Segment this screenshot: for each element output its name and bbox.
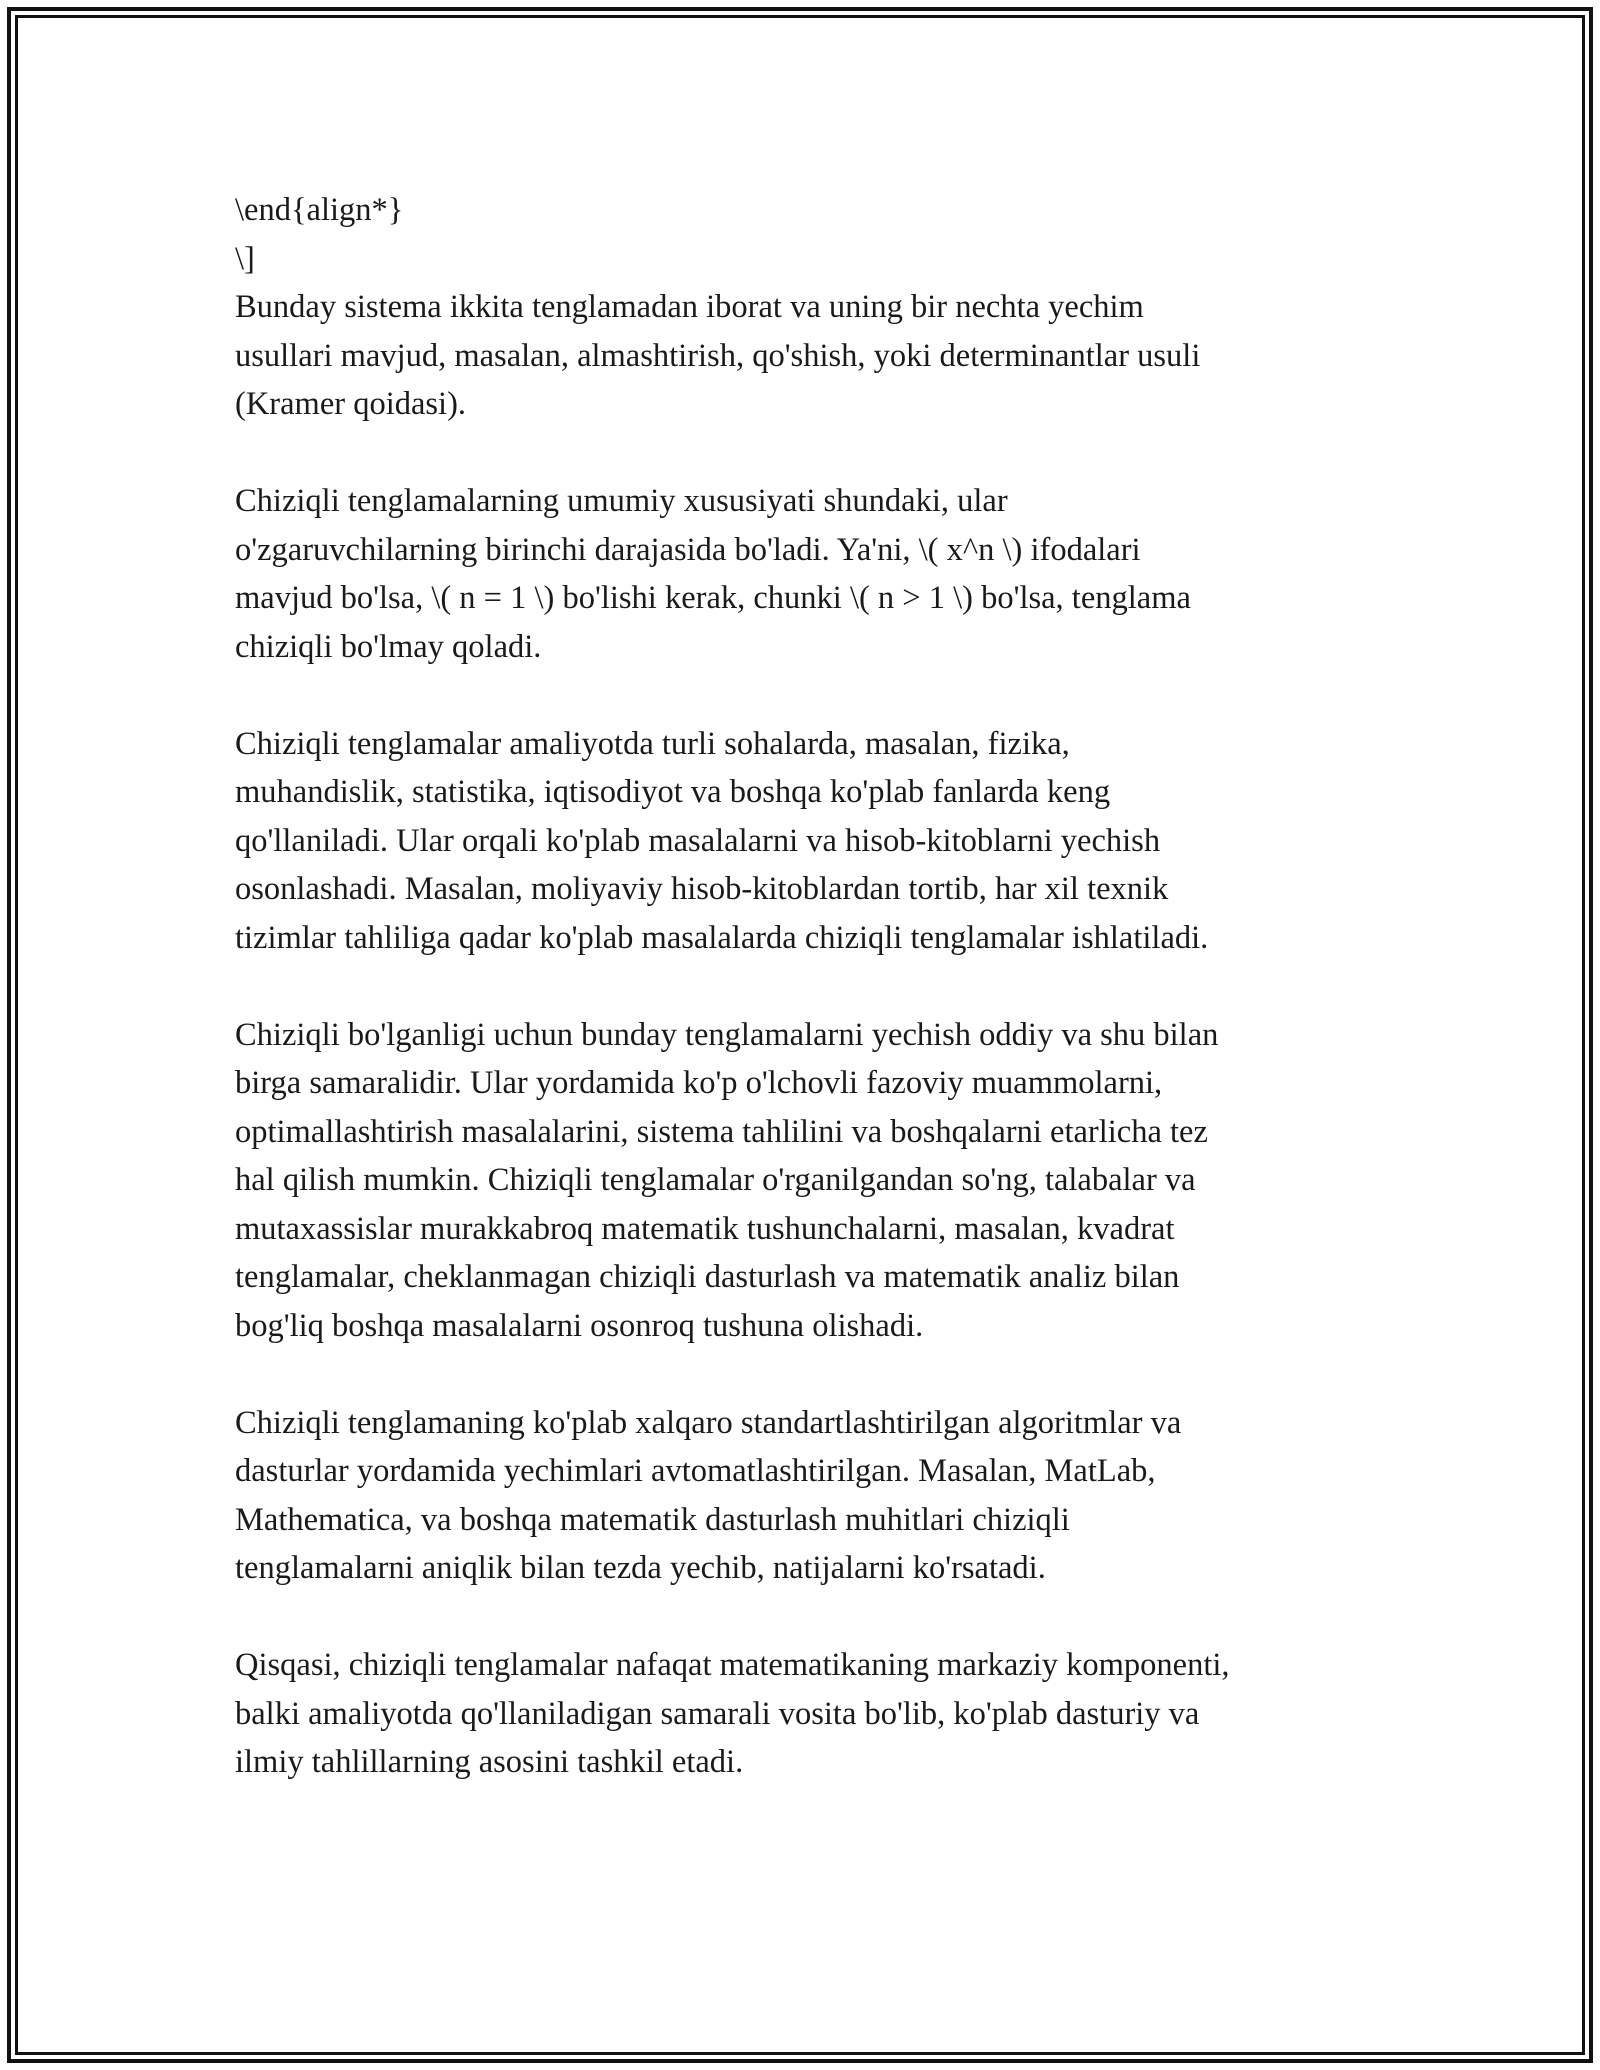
latex-line: \end{align*} bbox=[235, 192, 404, 228]
text-line: tenglamalar, cheklanmagan chiziqli dasturlash va matematik analiz bilan bbox=[235, 1259, 1180, 1295]
paragraph-solution-methods bbox=[235, 283, 1375, 429]
text-line: osonlashadi. Masalan, moliyaviy hisob-kitoblardan tortib, har xil texnik bbox=[235, 871, 1169, 907]
text-line: tenglamalarni aniqlik bilan tezda yechib, natijalarni ko'rsatadi. bbox=[235, 1550, 1046, 1586]
latex-fragment bbox=[235, 186, 1375, 283]
text-line: Chiziqli bo'lganligi uchun bunday tenglamalarni yechish oddiy va shu bilan bbox=[235, 1016, 1219, 1053]
text-line: qo'llaniladi. Ular orqali ko'plab masalalarni va hisob-kitoblarni yechish bbox=[235, 822, 1161, 859]
document-body bbox=[235, 186, 1375, 1835]
paragraph-software bbox=[235, 1399, 1375, 1593]
text-line: Qisqasi, chiziqli tenglamalar nafaqat matematikaning markaziy komponenti, bbox=[235, 1647, 1230, 1683]
text-line: Mathematica, va boshqa matematik dasturlash muhitlari chiziqli bbox=[235, 1501, 1070, 1538]
text-line: usullari mavjud, masalan, almashtirish, qo'shish, yoki determinantlar usuli bbox=[235, 337, 1201, 374]
text-line: birga samaralidir. Ular yordamida ko'p o'lchovli fazoviy muammolarni, bbox=[235, 1065, 1163, 1101]
text-line: optimallashtirish masalalarini, sistema tahlilini va boshqalarni etarlicha tez bbox=[235, 1113, 1208, 1150]
text-line: muhandislik, statistika, iqtisodiyot va boshqa ko'plab fanlarda keng bbox=[235, 774, 1111, 810]
text-line: Chiziqli tenglamaning ko'plab xalqaro standartlashtirilgan algoritmlar va bbox=[235, 1404, 1182, 1441]
text-line: bog'liq boshqa masalalarni osonroq tushuna olishadi. bbox=[235, 1307, 924, 1344]
text-line: o'zgaruvchilarning birinchi darajasida bo'ladi. Ya'ni, \( x^n \) ifodalari bbox=[235, 531, 1141, 568]
text-line: Chiziqli tenglamalarning umumiy xususiyati shundaki, ular bbox=[235, 483, 1008, 519]
latex-line: \] bbox=[235, 240, 255, 277]
text-line: chiziqli bo'lmay qoladi. bbox=[235, 628, 542, 665]
paragraph-summary bbox=[235, 1641, 1375, 1787]
paragraph-efficiency bbox=[235, 1011, 1375, 1351]
text-line: (Kramer qoidasi). bbox=[235, 386, 467, 422]
text-line: Chiziqli tenglamalar amaliyotda turli sohalarda, masalan, fizika, bbox=[235, 725, 1070, 762]
text-line: balki amaliyotda qo'llaniladigan samarali vosita bo'lib, ko'plab dasturiy va bbox=[235, 1695, 1200, 1732]
paragraph-linear-property bbox=[235, 477, 1375, 671]
text-line: dasturlar yordamida yechimlari avtomatlashtirilgan. Masalan, MatLab, bbox=[235, 1453, 1156, 1489]
paragraph-applications bbox=[235, 720, 1375, 963]
text-line: Bunday sistema ikkita tenglamadan iborat va uning bir nechta yechim bbox=[235, 289, 1144, 325]
text-line: mutaxassislar murakkabroq matematik tushunchalarni, masalan, kvadrat bbox=[235, 1210, 1175, 1247]
text-line: tizimlar tahliliga qadar ko'plab masalalarda chiziqli tenglamalar ishlatiladi. bbox=[235, 919, 1209, 956]
text-line: mavjud bo'lsa, \( n = 1 \) bo'lishi kerak, chunki \( n > 1 \) bo'lsa, tenglama bbox=[235, 580, 1191, 616]
text-line: hal qilish mumkin. Chiziqli tenglamalar o'rganilgandan so'ng, talabalar va bbox=[235, 1162, 1196, 1198]
text-line: ilmiy tahlillarning asosini tashkil etadi. bbox=[235, 1744, 744, 1780]
